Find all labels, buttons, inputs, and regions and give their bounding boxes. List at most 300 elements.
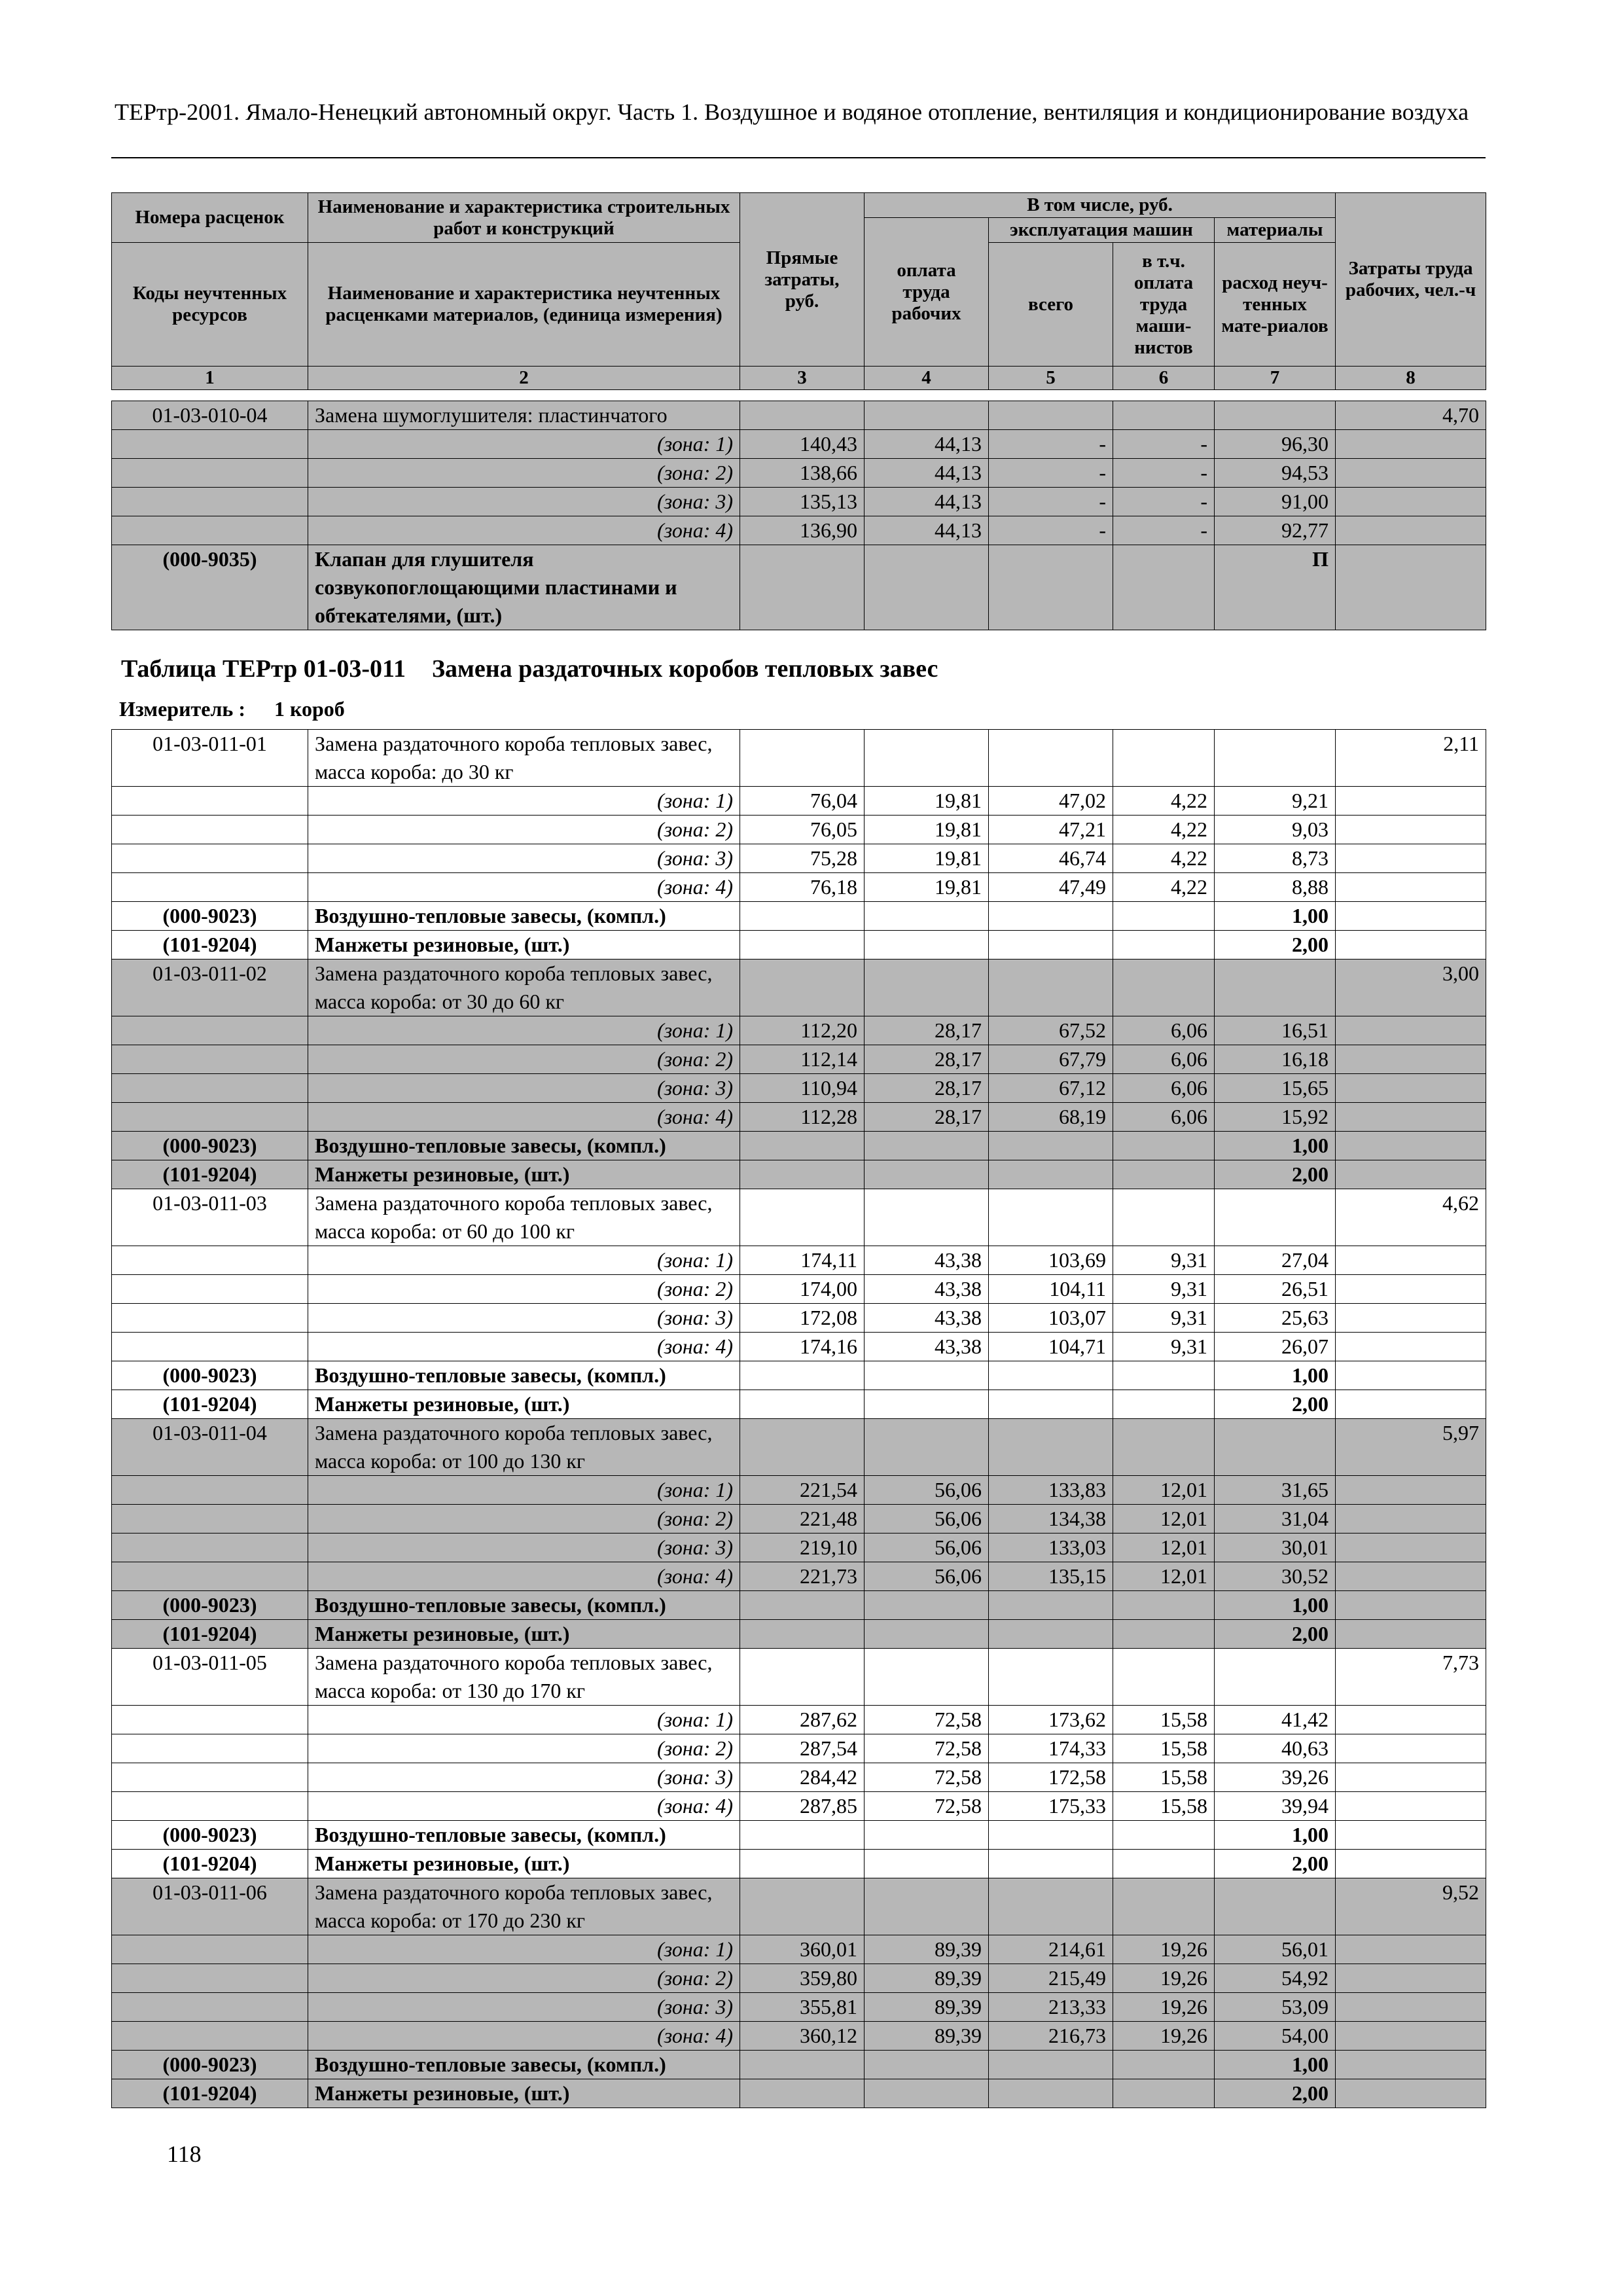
zone-label: (зона: 1) <box>657 1708 733 1731</box>
col2-header-top: Наименование и характеристика строительных работ и конструкций <box>308 193 740 243</box>
machinist-cost: 12,01 <box>1113 1534 1215 1562</box>
machine-cost: 214,61 <box>989 1935 1113 1964</box>
machinist-cost: 12,01 <box>1113 1562 1215 1591</box>
resource-qty: 2,00 <box>1215 1390 1336 1419</box>
wage-cost: 44,13 <box>865 459 989 488</box>
zone-label: (зона: 4) <box>657 2024 733 2047</box>
header-rule <box>111 157 1486 158</box>
material-cost: 31,65 <box>1215 1476 1336 1505</box>
resource-code: (000-9023) <box>112 902 308 931</box>
material-cost: 26,51 <box>1215 1275 1336 1304</box>
wage-cost: 72,58 <box>865 1706 989 1734</box>
zone-label: (зона: 1) <box>657 1018 733 1042</box>
rate-row <box>112 960 1486 1016</box>
wage-cost: 44,13 <box>865 430 989 459</box>
machinist-cost: 19,26 <box>1113 1993 1215 2022</box>
rate-code: 01-03-011-01 <box>112 730 308 787</box>
page-number: 118 <box>167 2141 202 2167</box>
resource-qty: П <box>1215 545 1336 630</box>
resource-name: Манжеты резиновые, (шт.) <box>308 2079 740 2108</box>
zone-row <box>112 1505 1486 1534</box>
machine-cost: 68,19 <box>989 1103 1113 1132</box>
table-name: Замена раздаточных коробов тепловых завес <box>431 655 938 683</box>
table-code: Таблица ТЕРтр 01-03-011 <box>121 655 406 683</box>
zone-row <box>112 2022 1486 2051</box>
machine-cost: 104,71 <box>989 1333 1113 1361</box>
zone-row <box>112 787 1486 816</box>
wage-cost: 43,38 <box>865 1304 989 1333</box>
zone-label: (зона: 2) <box>657 817 733 841</box>
zone-label: (зона: 4) <box>657 1794 733 1818</box>
machine-cost: 134,38 <box>989 1505 1113 1534</box>
material-cost: 25,63 <box>1215 1304 1336 1333</box>
direct-cost: 76,18 <box>740 873 865 902</box>
column-number: 6 <box>1113 367 1215 390</box>
direct-cost: 359,80 <box>740 1964 865 1993</box>
rate-name: Замена раздаточного короба тепловых завес, масса короба: до 30 кг <box>308 730 740 787</box>
wage-cost: 89,39 <box>865 2022 989 2051</box>
machinist-cost: 9,31 <box>1113 1246 1215 1275</box>
resource-name: Воздушно-тепловые завесы, (компл.) <box>308 902 740 931</box>
rate-code: 01-03-011-05 <box>112 1649 308 1706</box>
resource-row <box>112 2079 1486 2108</box>
resource-name: Клапан для глушителя созвукопоглощающими пластинами и обтекателями, (шт.) <box>308 545 740 630</box>
zone-label: (зона: 4) <box>657 1105 733 1128</box>
machine-cost: 47,02 <box>989 787 1113 816</box>
zone-row <box>112 1045 1486 1074</box>
wage-cost: 72,58 <box>865 1734 989 1763</box>
direct-cost: 110,94 <box>740 1074 865 1103</box>
machine-cost: 213,33 <box>989 1993 1113 2022</box>
machinist-cost: 4,22 <box>1113 873 1215 902</box>
material-cost: 39,26 <box>1215 1763 1336 1792</box>
machine-cost: 67,52 <box>989 1016 1113 1045</box>
column-number: 8 <box>1336 367 1486 390</box>
wage-cost: 89,39 <box>865 1935 989 1964</box>
machine-cost: 133,03 <box>989 1534 1113 1562</box>
material-cost: 9,21 <box>1215 787 1336 816</box>
rate-block <box>112 960 1486 1189</box>
material-cost: 31,04 <box>1215 1505 1336 1534</box>
direct-cost: 284,42 <box>740 1763 865 1792</box>
resource-code: (000-9023) <box>112 1821 308 1850</box>
machine-cost: 175,33 <box>989 1792 1113 1821</box>
resource-name: Воздушно-тепловые завесы, (компл.) <box>308 1132 740 1160</box>
rate-name: Замена раздаточного короба тепловых завес, масса короба: от 170 до 230 кг <box>308 1878 740 1935</box>
wage-cost: 56,06 <box>865 1476 989 1505</box>
resource-name: Манжеты резиновые, (шт.) <box>308 1850 740 1878</box>
rate-block <box>112 730 1486 960</box>
zone-row <box>112 1103 1486 1132</box>
resource-code: (000-9023) <box>112 1132 308 1160</box>
direct-cost: 221,48 <box>740 1505 865 1534</box>
wage-cost: 43,38 <box>865 1275 989 1304</box>
resource-qty: 1,00 <box>1215 1132 1336 1160</box>
resource-qty: 1,00 <box>1215 2051 1336 2079</box>
machine-cost: 103,07 <box>989 1304 1113 1333</box>
machine-cost: - <box>989 459 1113 488</box>
rate-table-010 <box>111 401 1486 630</box>
direct-cost: 221,73 <box>740 1562 865 1591</box>
measure-label: Измеритель : <box>119 697 245 721</box>
resource-row <box>112 1390 1486 1419</box>
resource-qty: 2,00 <box>1215 931 1336 960</box>
wage-cost: 28,17 <box>865 1103 989 1132</box>
resource-code: (101-9204) <box>112 1620 308 1649</box>
table-title <box>121 655 964 683</box>
zone-label: (зона: 4) <box>657 1335 733 1358</box>
machinist-cost: 6,06 <box>1113 1016 1215 1045</box>
resource-code: (101-9204) <box>112 931 308 960</box>
labor-cost: 4,62 <box>1336 1189 1486 1246</box>
resource-qty: 2,00 <box>1215 1160 1336 1189</box>
resource-row <box>112 902 1486 931</box>
machinist-cost: 4,22 <box>1113 844 1215 873</box>
resource-qty: 1,00 <box>1215 1591 1336 1620</box>
zone-label: (зона: 4) <box>657 518 733 542</box>
resource-code: (101-9204) <box>112 1160 308 1189</box>
rate-name: Замена раздаточного короба тепловых завес, масса короба: от 100 до 130 кг <box>308 1419 740 1476</box>
column-header-table <box>111 192 1486 390</box>
resource-qty: 2,00 <box>1215 2079 1336 2108</box>
material-cost: 30,01 <box>1215 1534 1336 1562</box>
zone-row <box>112 459 1486 488</box>
resource-code: (000-9023) <box>112 1361 308 1390</box>
resource-name: Манжеты резиновые, (шт.) <box>308 1620 740 1649</box>
wage-cost: 89,39 <box>865 1993 989 2022</box>
material-cost: 94,53 <box>1215 459 1336 488</box>
material-cost: 53,09 <box>1215 1993 1336 2022</box>
direct-cost: 136,90 <box>740 516 865 545</box>
direct-cost: 287,85 <box>740 1792 865 1821</box>
material-cost: 92,77 <box>1215 516 1336 545</box>
resource-qty: 1,00 <box>1215 1821 1336 1850</box>
machinist-cost: 4,22 <box>1113 816 1215 844</box>
machinist-cost: 9,31 <box>1113 1275 1215 1304</box>
machine-cost: 135,15 <box>989 1562 1113 1591</box>
labor-cost: 4,70 <box>1336 401 1486 430</box>
page-header: ТЕРтр-2001. Ямало-Ненецкий автономный округ. Часть 1. Воздушное и водяное отопление, вентиляция и кондиционирование воздуха <box>115 99 1469 125</box>
material-cost: 8,88 <box>1215 873 1336 902</box>
direct-cost: 112,14 <box>740 1045 865 1074</box>
wage-cost: 56,06 <box>865 1505 989 1534</box>
direct-cost: 221,54 <box>740 1476 865 1505</box>
zone-row <box>112 1964 1486 1993</box>
material-cost: 41,42 <box>1215 1706 1336 1734</box>
zone-label: (зона: 1) <box>657 432 733 456</box>
machinist-cost: 6,06 <box>1113 1074 1215 1103</box>
wage-cost: 19,81 <box>865 816 989 844</box>
resource-row <box>112 1160 1486 1189</box>
zone-label: (зона: 3) <box>657 1995 733 2018</box>
zone-row <box>112 1792 1486 1821</box>
machinist-cost: 9,31 <box>1113 1304 1215 1333</box>
machinist-cost: - <box>1113 488 1215 516</box>
direct-cost: 360,12 <box>740 2022 865 2051</box>
zone-row <box>112 1993 1486 2022</box>
zone-row <box>112 1074 1486 1103</box>
zone-label: (зона: 3) <box>657 1306 733 1329</box>
zone-label: (зона: 2) <box>657 461 733 484</box>
rate-name: Замена раздаточного короба тепловых завес, масса короба: от 130 до 170 кг <box>308 1649 740 1706</box>
machine-cost: - <box>989 516 1113 545</box>
zone-row <box>112 1275 1486 1304</box>
machines-header: эксплуатация машин <box>989 218 1215 243</box>
rate-block <box>112 1878 1486 2108</box>
rate-block <box>112 1189 1486 1419</box>
zone-label: (зона: 2) <box>657 1966 733 1990</box>
machinist-cost: 12,01 <box>1113 1505 1215 1534</box>
wage-cost: 19,81 <box>865 873 989 902</box>
material-cost: 26,07 <box>1215 1333 1336 1361</box>
zone-row <box>112 873 1486 902</box>
labor-cost: 3,00 <box>1336 960 1486 1016</box>
wage-cost: 44,13 <box>865 516 989 545</box>
rate-block <box>112 401 1486 630</box>
labor-cost: 2,11 <box>1336 730 1486 787</box>
direct-cost: 287,62 <box>740 1706 865 1734</box>
machine-cost: 47,49 <box>989 873 1113 902</box>
machine-cost: 47,21 <box>989 816 1113 844</box>
zone-row <box>112 1476 1486 1505</box>
rate-code: 01-03-011-06 <box>112 1878 308 1935</box>
rate-table-011 <box>111 729 1486 2108</box>
rate-code: 01-03-010-04 <box>112 401 308 430</box>
zone-label: (зона: 2) <box>657 1736 733 1760</box>
resource-name: Воздушно-тепловые завесы, (компл.) <box>308 1361 740 1390</box>
column-number: 2 <box>308 367 740 390</box>
zone-row <box>112 816 1486 844</box>
machinist-cost: 15,58 <box>1113 1792 1215 1821</box>
zone-row <box>112 1333 1486 1361</box>
zone-label: (зона: 3) <box>657 490 733 513</box>
zone-label: (зона: 3) <box>657 1535 733 1559</box>
materials-header: материалы <box>1215 218 1336 243</box>
resource-row <box>112 545 1486 630</box>
direct-cost: 360,01 <box>740 1935 865 1964</box>
wage-cost: 89,39 <box>865 1964 989 1993</box>
machine-cost: - <box>989 430 1113 459</box>
zone-row <box>112 488 1486 516</box>
resource-name: Воздушно-тепловые завесы, (компл.) <box>308 1821 740 1850</box>
wage-cost: 28,17 <box>865 1016 989 1045</box>
resource-name: Манжеты резиновые, (шт.) <box>308 1390 740 1419</box>
zone-row <box>112 1534 1486 1562</box>
machinist-cost: 19,26 <box>1113 2022 1215 2051</box>
wage-cost: 28,17 <box>865 1045 989 1074</box>
zone-row <box>112 844 1486 873</box>
resource-name: Воздушно-тепловые завесы, (компл.) <box>308 2051 740 2079</box>
machinist-cost: 4,22 <box>1113 787 1215 816</box>
col7-header: расход неуч-тенных мате-риалов <box>1215 243 1336 367</box>
machinist-cost: 15,58 <box>1113 1734 1215 1763</box>
zone-label: (зона: 2) <box>657 1277 733 1300</box>
direct-cost: 112,28 <box>740 1103 865 1132</box>
machinist-cost: 9,31 <box>1113 1333 1215 1361</box>
wage-cost: 72,58 <box>865 1792 989 1821</box>
col2-header-bottom: Наименование и характеристика неучтенных расценками материалов, (единица измерения) <box>308 243 740 367</box>
measure-value: 1 короб <box>274 697 345 721</box>
resource-qty: 1,00 <box>1215 902 1336 931</box>
resource-code: (101-9204) <box>112 1850 308 1878</box>
labor-cost: 5,97 <box>1336 1419 1486 1476</box>
resource-qty: 2,00 <box>1215 1620 1336 1649</box>
column-number: 3 <box>740 367 865 390</box>
resource-code: (000-9035) <box>112 545 308 630</box>
zone-label: (зона: 2) <box>657 1047 733 1071</box>
direct-cost: 174,00 <box>740 1275 865 1304</box>
wage-cost: 43,38 <box>865 1246 989 1275</box>
material-cost: 39,94 <box>1215 1792 1336 1821</box>
col6-header: в т.ч. оплата труда маши-нистов <box>1113 243 1215 367</box>
resource-qty: 2,00 <box>1215 1850 1336 1878</box>
resource-row <box>112 931 1486 960</box>
resource-row <box>112 1620 1486 1649</box>
machine-cost: 46,74 <box>989 844 1113 873</box>
wage-cost: 19,81 <box>865 844 989 873</box>
zone-row <box>112 430 1486 459</box>
material-cost: 96,30 <box>1215 430 1336 459</box>
zone-row <box>112 1016 1486 1045</box>
resource-code: (000-9023) <box>112 1591 308 1620</box>
rate-block <box>112 1419 1486 1649</box>
resource-row <box>112 1850 1486 1878</box>
zone-row <box>112 1304 1486 1333</box>
rate-name: Замена шумоглушителя: пластинчатого <box>308 401 740 430</box>
machine-cost: 173,62 <box>989 1706 1113 1734</box>
machine-cost: 216,73 <box>989 2022 1113 2051</box>
rate-row <box>112 1649 1486 1706</box>
wage-cost: 56,06 <box>865 1562 989 1591</box>
machinist-cost: 19,26 <box>1113 1964 1215 1993</box>
machinist-cost: 15,58 <box>1113 1763 1215 1792</box>
zone-label: (зона: 1) <box>657 1248 733 1272</box>
rate-row <box>112 730 1486 787</box>
material-cost: 54,92 <box>1215 1964 1336 1993</box>
zone-row <box>112 1763 1486 1792</box>
column-number: 1 <box>112 367 308 390</box>
zone-row <box>112 1706 1486 1734</box>
rate-row <box>112 1419 1486 1476</box>
zone-label: (зона: 1) <box>657 789 733 812</box>
material-cost: 91,00 <box>1215 488 1336 516</box>
machine-cost: - <box>989 488 1113 516</box>
machine-cost: 103,69 <box>989 1246 1113 1275</box>
rate-code: 01-03-011-03 <box>112 1189 308 1246</box>
column-number: 5 <box>989 367 1113 390</box>
rate-block <box>112 1649 1486 1878</box>
col5-header: всего <box>989 243 1113 367</box>
resource-code: (101-9204) <box>112 2079 308 2108</box>
column-number: 4 <box>865 367 989 390</box>
zone-label: (зона: 3) <box>657 1076 733 1100</box>
direct-cost: 138,66 <box>740 459 865 488</box>
material-cost: 40,63 <box>1215 1734 1336 1763</box>
machinist-cost: 15,58 <box>1113 1706 1215 1734</box>
measure-line <box>119 697 374 721</box>
machine-cost: 67,79 <box>989 1045 1113 1074</box>
resource-code: (101-9204) <box>112 1390 308 1419</box>
zone-label: (зона: 4) <box>657 1564 733 1588</box>
zone-label: (зона: 3) <box>657 1765 733 1789</box>
direct-cost: 355,81 <box>740 1993 865 2022</box>
machinist-cost: 6,06 <box>1113 1103 1215 1132</box>
material-cost: 16,18 <box>1215 1045 1336 1074</box>
zone-label: (зона: 2) <box>657 1507 733 1530</box>
col8-header: Затраты труда рабочих, чел.-ч <box>1336 193 1486 367</box>
direct-cost: 112,20 <box>740 1016 865 1045</box>
col4-header: оплата труда рабочих <box>865 218 989 367</box>
material-cost: 54,00 <box>1215 2022 1336 2051</box>
rate-code: 01-03-011-04 <box>112 1419 308 1476</box>
zone-label: (зона: 3) <box>657 846 733 870</box>
resource-name: Воздушно-тепловые завесы, (компл.) <box>308 1591 740 1620</box>
material-cost: 9,03 <box>1215 816 1336 844</box>
machine-cost: 174,33 <box>989 1734 1113 1763</box>
resource-row <box>112 1591 1486 1620</box>
resource-row <box>112 1132 1486 1160</box>
machine-cost: 215,49 <box>989 1964 1113 1993</box>
zone-row <box>112 1935 1486 1964</box>
material-cost: 56,01 <box>1215 1935 1336 1964</box>
col1-header-top: Номера расценок <box>112 193 308 243</box>
resource-name: Манжеты резиновые, (шт.) <box>308 1160 740 1189</box>
direct-cost: 140,43 <box>740 430 865 459</box>
machinist-cost: 19,26 <box>1113 1935 1215 1964</box>
material-cost: 15,65 <box>1215 1074 1336 1103</box>
wage-cost: 56,06 <box>865 1534 989 1562</box>
zone-label: (зона: 4) <box>657 875 733 899</box>
direct-cost: 135,13 <box>740 488 865 516</box>
resource-qty: 1,00 <box>1215 1361 1336 1390</box>
wage-cost: 44,13 <box>865 488 989 516</box>
direct-cost: 287,54 <box>740 1734 865 1763</box>
machinist-cost: - <box>1113 430 1215 459</box>
resource-row <box>112 1361 1486 1390</box>
material-cost: 16,51 <box>1215 1016 1336 1045</box>
direct-cost: 174,11 <box>740 1246 865 1275</box>
group-header: В том числе, руб. <box>865 193 1336 218</box>
machinist-cost: - <box>1113 459 1215 488</box>
direct-cost: 174,16 <box>740 1333 865 1361</box>
rate-row <box>112 1878 1486 1935</box>
rate-code: 01-03-011-02 <box>112 960 308 1016</box>
material-cost: 15,92 <box>1215 1103 1336 1132</box>
rate-row <box>112 1189 1486 1246</box>
col1-header-bottom: Коды неучтенных ресурсов <box>112 243 308 367</box>
machine-cost: 172,58 <box>989 1763 1113 1792</box>
labor-cost: 7,73 <box>1336 1649 1486 1706</box>
machinist-cost: - <box>1113 516 1215 545</box>
zone-label: (зона: 1) <box>657 1937 733 1961</box>
rate-name: Замена раздаточного короба тепловых завес, масса короба: от 30 до 60 кг <box>308 960 740 1016</box>
material-cost: 27,04 <box>1215 1246 1336 1275</box>
resource-row <box>112 1821 1486 1850</box>
wage-cost: 43,38 <box>865 1333 989 1361</box>
direct-cost: 219,10 <box>740 1534 865 1562</box>
resource-code: (000-9023) <box>112 2051 308 2079</box>
machinist-cost: 6,06 <box>1113 1045 1215 1074</box>
rate-name: Замена раздаточного короба тепловых завес, масса короба: от 60 до 100 кг <box>308 1189 740 1246</box>
resource-name: Манжеты резиновые, (шт.) <box>308 931 740 960</box>
column-number-row <box>112 367 1486 390</box>
direct-cost: 172,08 <box>740 1304 865 1333</box>
direct-cost: 76,05 <box>740 816 865 844</box>
resource-row <box>112 2051 1486 2079</box>
labor-cost: 9,52 <box>1336 1878 1486 1935</box>
zone-row <box>112 516 1486 545</box>
zone-row <box>112 1562 1486 1591</box>
